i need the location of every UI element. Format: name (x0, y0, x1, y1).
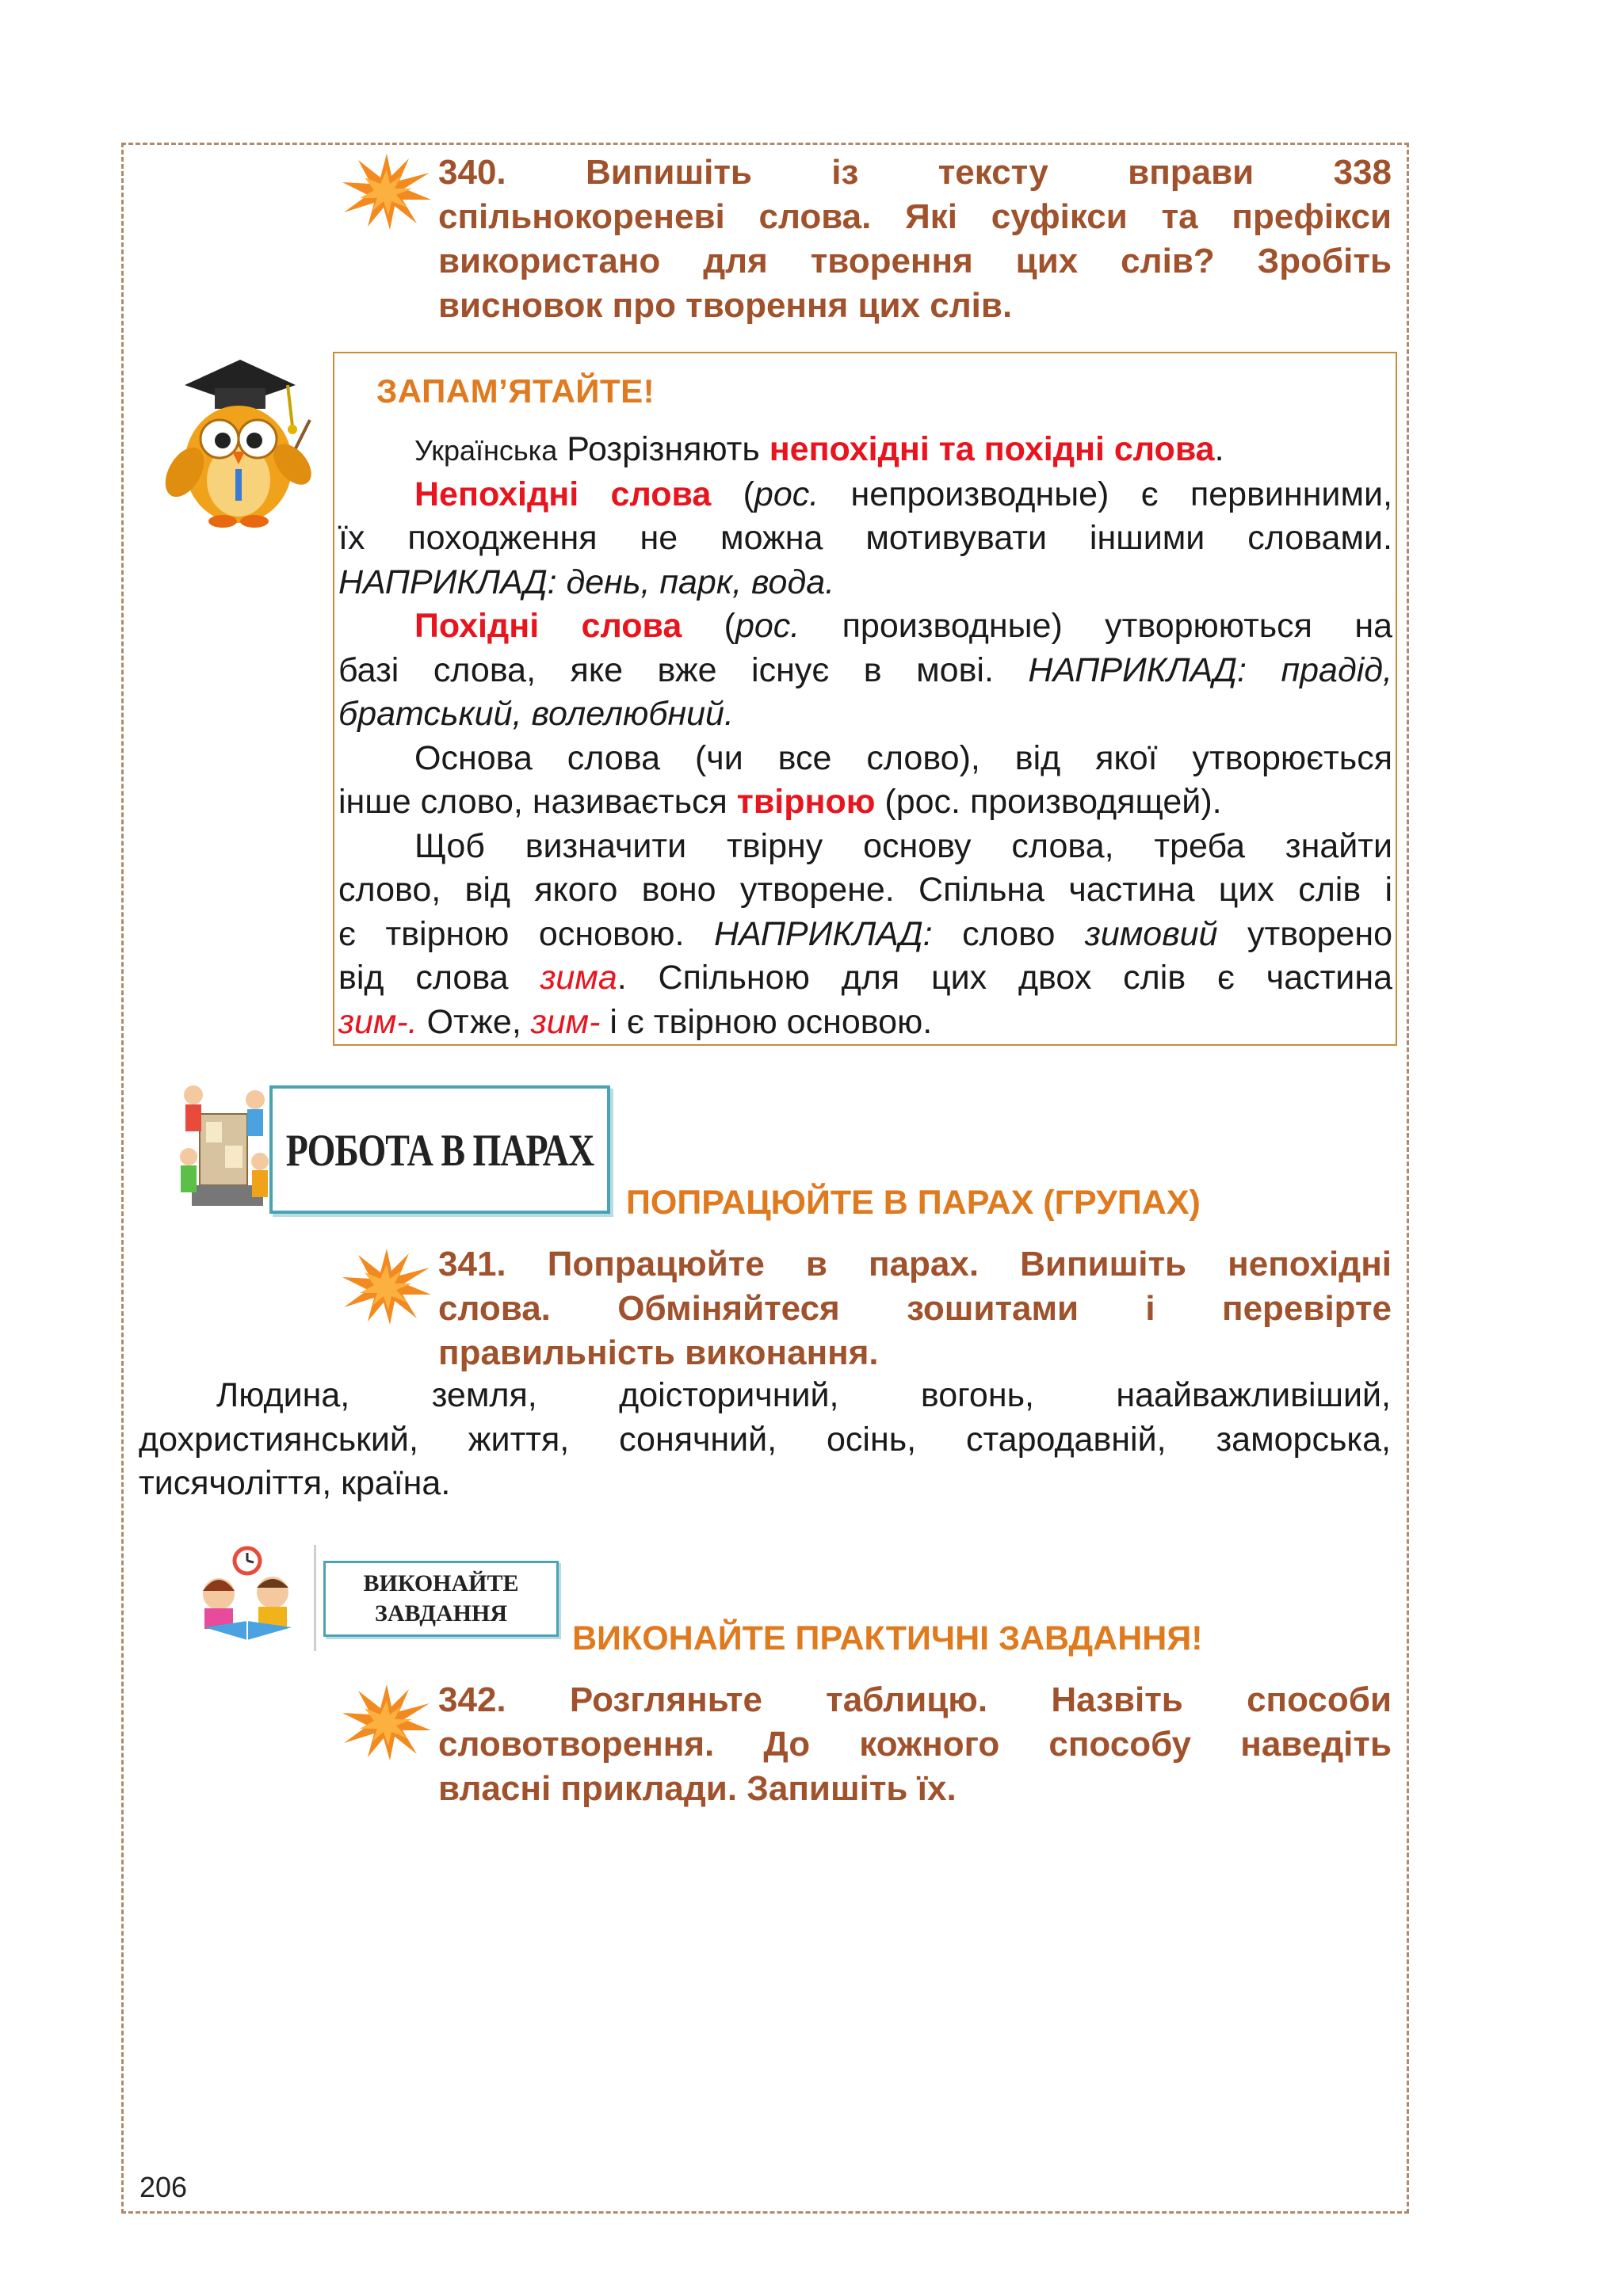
rule-highlight: зим- (530, 1002, 601, 1041)
starburst-icon (341, 1683, 433, 1762)
task-340-line: висновок про творення цих слів. (438, 286, 1013, 325)
rule-text-fragment: рос. (735, 607, 800, 645)
rule-paragraph (338, 956, 1392, 1001)
rule-text-fragment: Отже, (417, 1002, 531, 1041)
pair-work-heading: ПОПРАЦЮЙТЕ В ПАРАХ (ГРУПАХ) (626, 1184, 1201, 1222)
rule-highlight: непохідні та похідні слова (769, 430, 1215, 468)
rule-text-fragment: утворено (1217, 914, 1392, 953)
rule-highlight: зим-. (338, 1002, 418, 1041)
owl-mascot-icon (153, 353, 311, 529)
rule-highlight: Непохідні слова (414, 475, 712, 513)
rule-text-fragment: слово (932, 914, 1085, 953)
rule-paragraph: слово, від якого воно утворене. Спільна частина цих слів і (338, 871, 1392, 909)
task-341-words (139, 1374, 1391, 1506)
task-340 (438, 151, 1392, 328)
rule-text-fragment: Розрізняють (557, 430, 769, 468)
practice-banner-line: ВИКОНАЙТЕ (363, 1570, 519, 1596)
task-342 (438, 1678, 1392, 1811)
task-341-line: 341. Попрацюйте в парах. Випишіть непохідні (438, 1245, 1392, 1283)
rule-text (338, 428, 1392, 1044)
rule-text-fragment: і є твірною основою. (600, 1002, 933, 1041)
rule-text-fragment: . Спільною для цих двох слів є частина (617, 959, 1392, 997)
rule-text-fragment: . (1214, 430, 1224, 468)
children-studying-icon (181, 1545, 314, 1648)
task-340-line: спільнокореневі слова. Які суфікси та префікси (438, 197, 1392, 236)
rule-text-fragment: ( (682, 607, 735, 645)
rule-text-fragment: производные) утворюються на (800, 607, 1392, 645)
rule-text-fragment: від слова (338, 959, 540, 997)
rule-example: НАПРИКЛАД: прадід, (1028, 650, 1392, 689)
children-pair-work-icon (176, 1082, 273, 1219)
task-342-line: власні приклади. Запишіть їх. (438, 1769, 957, 1808)
rule-paragraph (338, 913, 1392, 957)
task-342-line: словотворення. До кожного способу наведіть (438, 1725, 1392, 1764)
rule-example: братський, волелюбний. (338, 695, 734, 733)
rule-paragraph (338, 1001, 1392, 1045)
task-342-line: 342. Розгляньте таблицю. Назвіть способи (438, 1680, 1392, 1719)
starburst-icon (341, 1247, 433, 1326)
starburst-icon (341, 152, 433, 231)
practice-banner-line: ЗАВДАННЯ (374, 1600, 507, 1627)
rule-text-fragment: є твірною основою. (338, 914, 715, 953)
rule-text-fragment: інше слово, називається (338, 783, 737, 821)
task-340-line: використано для творення цих слів? Зробіть (438, 242, 1392, 280)
rule-text-fragment: зимовий (1084, 914, 1218, 953)
practice-banner (323, 1561, 559, 1637)
pair-work-banner-label: РОБОТА В ПАРАХ (285, 1124, 594, 1175)
rule-text-fragment: непроизводные) є первинними, (819, 475, 1392, 513)
rule-highlight: Похідні слова (414, 607, 682, 645)
rule-paragraph (338, 428, 1392, 473)
rule-paragraph (338, 473, 1392, 517)
rule-example: НАПРИКЛАД: день, парк, вода. (338, 563, 835, 601)
pair-work-banner (269, 1085, 610, 1214)
word-list-line: Людина, земля, доісторичний, вогонь, наайважливіший, (216, 1376, 1391, 1414)
rule-paragraph (338, 605, 1392, 649)
rule-highlight: твірною (736, 783, 876, 821)
rule-text-fragment: Українська (414, 434, 558, 467)
rule-highlight: зима (540, 959, 617, 997)
rule-text-fragment: (рос. производящей). (875, 783, 1222, 821)
task-340-line: 340. Випишіть із тексту вправи 338 (438, 153, 1392, 192)
task-341-line: слова. Обміняйтеся зошитами і перевірте (438, 1289, 1392, 1328)
rule-paragraph (338, 780, 1392, 825)
rule-paragraph: їх походження не можна мотивувати іншими словами. (338, 519, 1392, 557)
divider (314, 1545, 316, 1651)
rule-title: ЗАПАМ’ЯТАЙТЕ! (376, 372, 655, 410)
rule-text-fragment: базі слова, яке вже існує в мові. (338, 650, 1029, 689)
rule-paragraph (338, 649, 1392, 693)
task-341 (438, 1242, 1392, 1375)
page-number: 206 (139, 2171, 188, 2203)
task-341-line: правильність виконання. (438, 1333, 879, 1372)
rule-paragraph: Щоб визначити твірну основу слова, треба знайти (414, 826, 1392, 865)
word-list-line: дохристиянський, життя, сонячний, осінь, стародавній, заморська, (139, 1420, 1391, 1459)
rule-text-fragment: НАПРИКЛАД: (714, 914, 933, 953)
practice-heading: ВИКОНАЙТЕ ПРАКТИЧНІ ЗАВДАННЯ! (572, 1619, 1203, 1657)
word-list-line: тисячоліття, країна. (139, 1464, 451, 1502)
rule-paragraph: Основа слова (чи все слово), від якої утворюється (414, 738, 1392, 777)
rule-text-fragment: рос. (754, 475, 819, 513)
rule-text-fragment: ( (711, 475, 754, 513)
